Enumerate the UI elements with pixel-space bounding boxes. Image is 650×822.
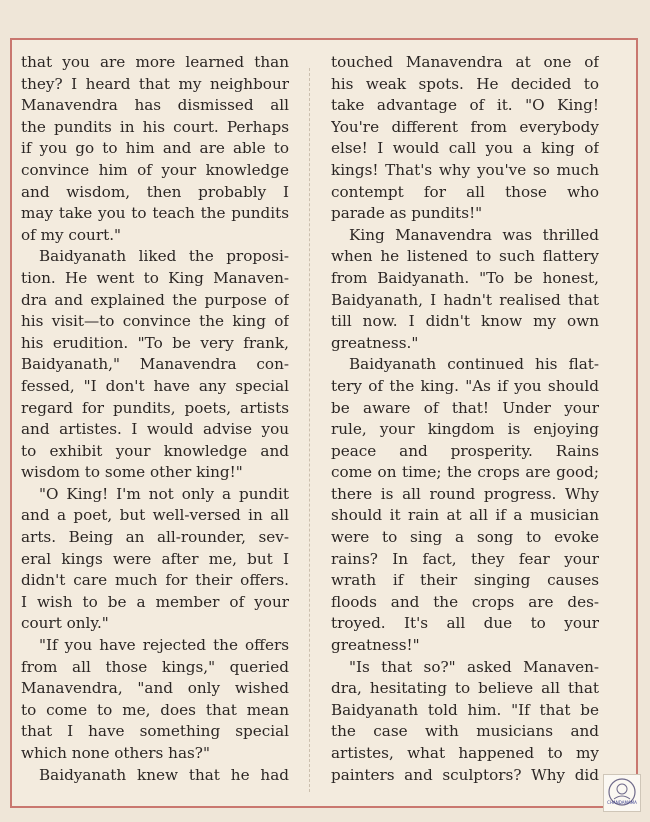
- left-column-line: convince him of your knowledge: [21, 160, 289, 179]
- left-column-line: and wisdom, then probably I: [21, 182, 289, 201]
- left-column-line: and artistes. I would advise you: [21, 420, 289, 439]
- right-column-line: should it rain at all if a musician: [331, 506, 599, 525]
- right-column-line: else! I would call you a king of: [331, 139, 599, 158]
- right-column-line: dra, hesitating to believe all that: [331, 679, 599, 698]
- right-column-line: till now. I didn't know my own: [331, 312, 599, 331]
- left-column-line: tion. He went to King Manaven-: [21, 268, 289, 287]
- left-column-line: they? I heard that my neighbour: [21, 74, 289, 93]
- left-column-line: regard for pundits, poets, artists: [21, 398, 289, 417]
- left-column-line: fessed, "I don't have any special: [21, 376, 289, 395]
- right-column-line: painters and sculptors? Why did: [331, 765, 599, 784]
- left-column-line: that I have something special: [21, 722, 289, 741]
- right-column-line: come on time; the crops are good;: [331, 463, 599, 482]
- left-column-line: if you go to him and are able to: [21, 139, 289, 158]
- right-column-line: artistes, what happened to my: [331, 744, 599, 762]
- left-column-line: eral kings were after me, but I: [21, 549, 289, 568]
- right-column-line: be aware of that! Under your: [331, 398, 599, 417]
- right-column: [331, 52, 599, 786]
- right-column-line: take advantage of it. "O King!: [331, 96, 599, 115]
- right-column-line: were to sing a song to evoke: [331, 528, 599, 547]
- left-column-line: didn't care much for their offers.: [21, 571, 289, 590]
- left-column-line: Manavendra, "and only wished: [21, 679, 289, 698]
- left-column-line: "O King! I'm not only a pundit: [39, 484, 289, 503]
- right-column-line: rule, your kingdom is enjoying: [331, 420, 599, 439]
- right-column-line: floods and the crops are des-: [331, 592, 599, 611]
- left-column: [21, 52, 289, 786]
- right-column-line: Baidyanath continued his flat-: [349, 355, 599, 374]
- left-column-line: court only.": [21, 614, 109, 633]
- article-frame: [10, 38, 638, 808]
- left-column-line: Baidyanath knew that he had: [39, 765, 289, 784]
- left-column-line: may take you to teach the pundits: [21, 204, 289, 223]
- left-column-line: of my court.": [21, 225, 122, 244]
- right-column-line: King Manavendra was thrilled: [349, 225, 599, 244]
- right-column-line: tery of the king. "As if you should: [331, 376, 599, 395]
- right-column-line: Baidyanath, I hadn't realised that: [331, 290, 599, 309]
- left-column-line: that you are more learned than: [21, 53, 289, 71]
- left-column-line: Manavendra has dismissed all: [21, 96, 289, 115]
- right-column-line: contempt for all those who: [331, 182, 599, 201]
- right-column-line: his weak spots. He decided to: [331, 74, 599, 93]
- left-column-line: from all those kings," queried: [21, 657, 289, 676]
- right-column-line: touched Manavendra at one of: [331, 53, 599, 71]
- right-column-line: the case with musicians and: [331, 722, 599, 741]
- right-column-line: You're different from everybody: [331, 117, 599, 136]
- right-column-line: when he listened to such flattery: [331, 247, 599, 266]
- left-column-line: arts. Being an all-rounder, sev-: [21, 528, 289, 547]
- left-column-line: I wish to be a member of your: [21, 592, 289, 611]
- left-column-line: and a poet, but well-versed in all: [21, 506, 289, 525]
- right-column-line: greatness.": [331, 333, 419, 352]
- right-column-line: wrath if their singing causes: [331, 571, 599, 590]
- left-column-line: the pundits in his court. Perhaps: [21, 117, 289, 136]
- left-column-line: to come to me, does that mean: [21, 700, 289, 719]
- right-column-line: greatness!": [331, 636, 420, 655]
- left-column-line: his erudition. "To be very frank,: [21, 333, 289, 352]
- right-column-line: troyed. It's all due to your: [331, 614, 599, 633]
- left-column-line: Baidyanath liked the proposi-: [39, 247, 289, 266]
- right-column-line: "Is that so?" asked Manaven-: [349, 657, 599, 676]
- right-column-line: from Baidyanath. "To be honest,: [331, 268, 599, 287]
- left-column-line: his visit—to convince the king of: [21, 312, 289, 331]
- left-column-line: wisdom to some other king!": [21, 463, 243, 482]
- left-column-line: "If you have rejected the offers: [39, 636, 289, 655]
- right-column-line: peace and prosperity. Rains: [331, 441, 599, 460]
- right-column-line: parade as pundits!": [331, 204, 483, 223]
- right-column-line: rains? In fact, they fear your: [331, 549, 599, 568]
- seal-label: CHANDAMAMA: [607, 800, 637, 805]
- left-column-line: to exhibit your knowledge and: [21, 441, 289, 460]
- chandamama-seal-icon: [603, 774, 641, 812]
- left-column-line: which none others has?": [21, 744, 210, 762]
- right-column-line: kings! That's why you've so much: [331, 160, 599, 179]
- right-column-line: there is all round progress. Why: [331, 484, 599, 503]
- right-column-line: Baidyanath told him. "If that be: [331, 700, 599, 719]
- column-divider: [309, 68, 310, 792]
- left-column-line: Baidyanath," Manavendra con-: [21, 355, 289, 374]
- left-column-line: dra and explained the purpose of: [21, 290, 289, 309]
